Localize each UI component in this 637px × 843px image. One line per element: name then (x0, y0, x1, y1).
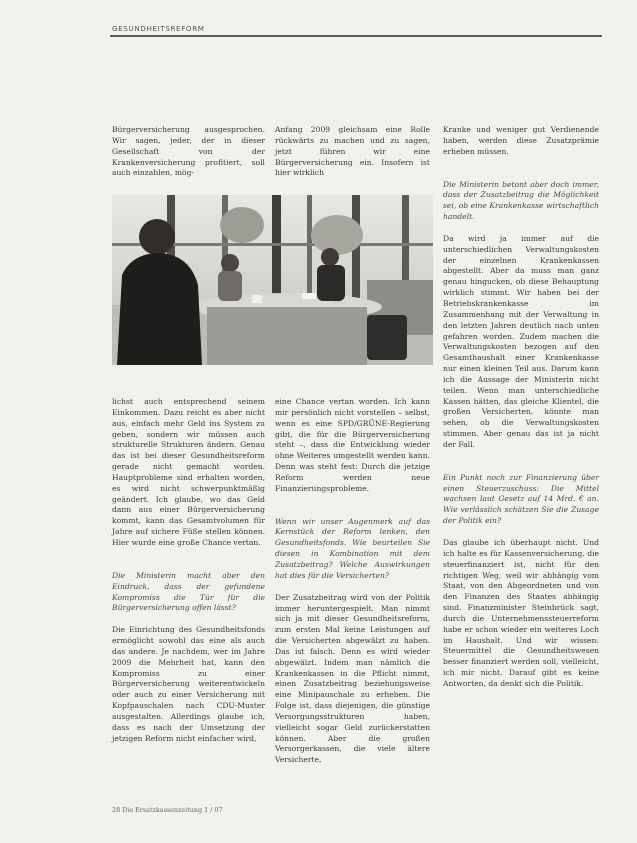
question: Wenn wir unser Augenmerk auf das Kernstück der Reform lenken, den Gesundheitsfonds. Wie beurteilen Sie diesen in Kombination mit dem Zusatzbeitrag? Welche Auswirkungen hat dies für die Versicherten? (275, 516, 430, 580)
question: Ein Punkt noch zur Finanzierung über einen Steuerzuschuss: Die Mittel wachsen laut Gesetz auf 14 Mrd. € an. Wie verlässlich schätzen Sie die Zusage der Politik ein? (443, 472, 599, 526)
paragraph: Bürgerversicherung ausgesprochen. Wir sagen, jeder, der in dieser Gesellschaft von der Krankenversicherung profitiert, soll auch einzahlen, mög- (112, 125, 265, 178)
column-2 (275, 397, 430, 793)
photo-image (112, 195, 433, 365)
paragraph: eine Chance vertan worden. Ich kann mir persönlich nicht vorstellen – selbst, wenn es eine SPD/GRÜNE-Regierung gibt, die für die Bürgerversicherung steht –, dass die Entwicklung wieder ohne Weiteres umgestellt werden kann. Denn was steht fest: Durch die jetzige Reform werden neue Finanzierungsprobleme. (275, 397, 430, 493)
column-1 (112, 397, 265, 793)
paragraph: lichst auch entsprechend seinem Einkommen. Dazu reicht es aber nicht aus, einfach mehr Geld ins System zu geben, sondern wir müssen auch strukturelle Strukturen ändern. Genau das ist bei dieser Gesundheitsreform gerade nicht gemacht worden. Hauptprobleme sind erhalten worden, es wird nicht schwerpunktmäßig geändert. Ich glaube, wo das Geld dann aus einer Bürgerversicherung kommt, kann das Gesamtvolumen für Jahre auf sichere Füße stellen können. Hier wurde eine große Chance vertan. (112, 397, 265, 547)
paragraph: Da wird ja immer auf die unterschiedlichen Verwaltungskosten der einzelnen Krankenkassen abgestellt. Aber da muss man ganz genau hingucken, ob diese Behauptung wirklich stimmt. Wir haben bei der Betriebskrankenkasse im Zusammenhang mit der Verwaltung in den letzten Jahren deutlich nach unten gefahren worden. Zudem machen die Verwaltungskosten bezogen auf den Gesamthaushalt einer Krankenkasse nur einen kleinen Teil aus. Darum kann ich die Aussage der Ministerin nicht teilen. Wenn man unterschiedliche Kassen hätten, das gleiche Klientel, die großen Versicherten, könnte man sehen, ob die Verwaltungskosten stimmen. Aber genau das ist ja nicht der Fall. (443, 233, 599, 449)
page-footer: 28 Die Ersatzkassenzeitung 1 / 07 (112, 806, 223, 814)
paragraph: Anfang 2009 gleichsam eine Rolle rückwärts zu machen und zu sagen, jetzt führen wir eine Bürgerversicherung ein. Insofern ist hier wirklich (275, 125, 430, 178)
column-2-top (275, 125, 430, 178)
paragraph: Der Zusatzbeitrag wird von der Politik immer heruntergespielt. Man nimmt sich ja mit dieser Gesundheitsreform, zum ersten Mal keine Leistungen auf die Versicherten abgewälzt zu haben. Das ist falsch. Denn es wird wieder abgewälzt. Indem man nämlich die Krankenkassen in die Pflicht nimmt, einen Zusatzbeitrag beziehungsweise eine Minipauschale zu erheben. Die Folge ist, dass diejenigen, die günstige Versorgungsstrukturen haben, vielleicht sogar Geld zurückerstatten können. Aber die großen Versorgerkassen, die viele ältere Versicherte, (275, 592, 430, 765)
section-label: GESUNDHEITSREFORM (112, 24, 205, 33)
header-divider (110, 35, 602, 37)
interview-photo (112, 195, 433, 365)
paragraph: Die Einrichtung des Gesundheitsfonds ermöglicht sowohl das eine als auch das andere. Je nachdem, wer im Jahre 2009 die Mehrheit hat, kann den Kompromiss zu einer Bürgerversicherung weiterentwickeln oder auch zu einer Versicherung mit Kopfpauschalen nach CDU-Muster ausgestalten. Allerdings glaube ich, dass es nach der Umsetzung der jetzigen Reform nicht einfacher wird, (112, 625, 265, 743)
column-3 (443, 125, 599, 793)
question: Die Ministerin betont aber doch immer, dass der Zusatzbeitrag die Möglichkeit sei, ob eine Krankenkasse wirtschaftlich handelt. (443, 179, 599, 222)
column-1-top (112, 125, 265, 178)
paragraph: Kranke und weniger gut Verdienende haben, werden diese Zusatzprämie erheben müssen. (443, 125, 599, 156)
question: Die Ministerin macht aber den Eindruck, dass der gefundene Kompromiss die Tür für die Bürgerversicherung offen lässt? (112, 570, 265, 613)
paragraph: Das glaube ich überhaupt nicht. Und ich halte es für Kassenversicherung, die steuerfinanziert ist, nicht für den richtigen Weg, weil wir abhängig vom Staat, von den Abgeordneten und von den Finanzen des Staates abhängig sind. Finanzminister Steinbrück sagt, durch die Unternehmenssteuerreform habe er schon wieder ein weiteres Loch im Haushalt. Und wir wissen: Steuermittel die Gesundheitswesen besser finanziert werden soll, vielleicht, ich mir nicht. Darauf gibt es keine Antworten, da denkt sich die Politik. (443, 538, 599, 688)
